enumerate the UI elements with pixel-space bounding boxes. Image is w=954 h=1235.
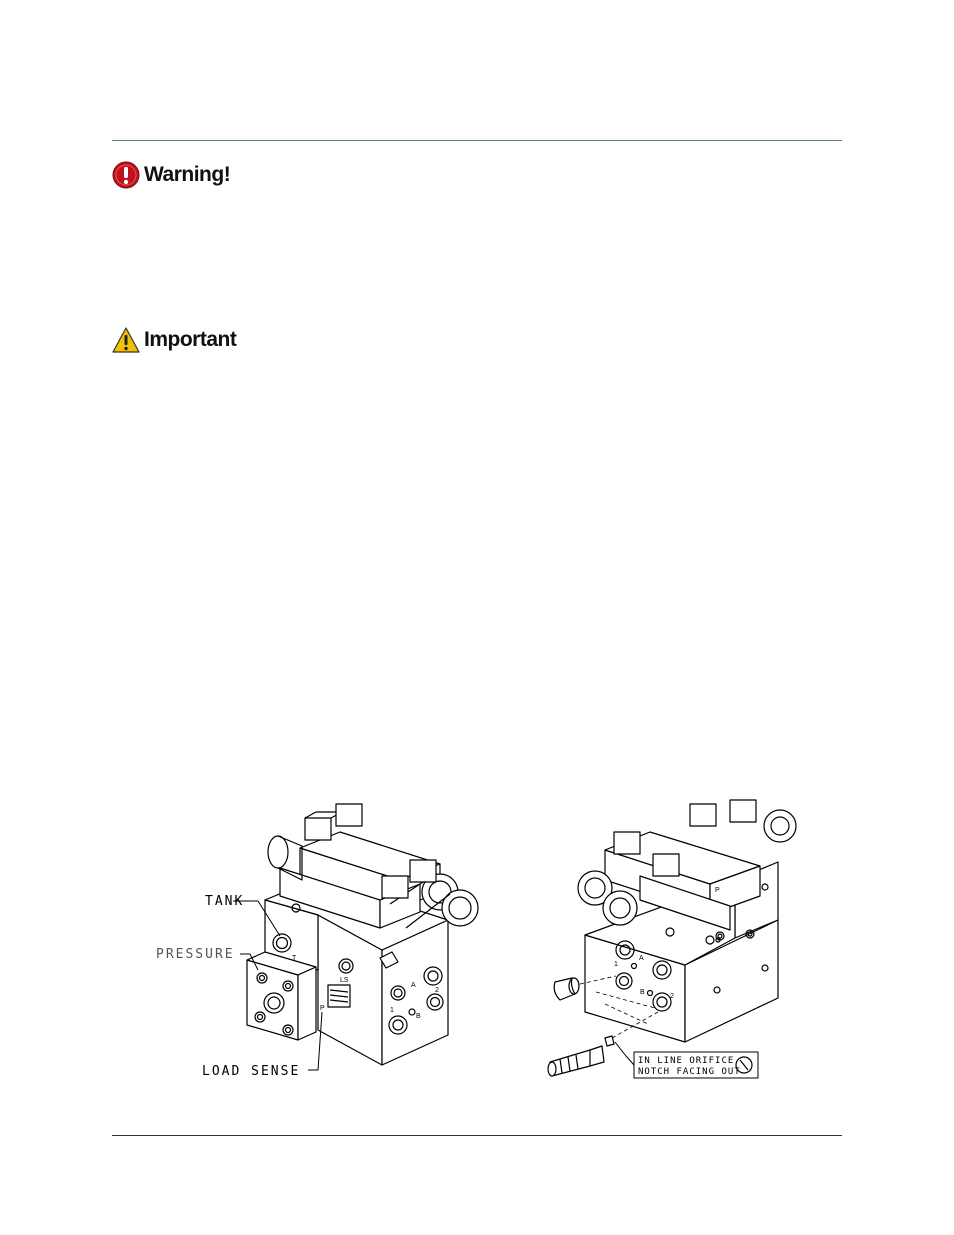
- port-label-2-left: 2: [435, 987, 439, 994]
- right-manifold-drawing: [548, 800, 796, 1076]
- port-label-a-left: A: [411, 982, 416, 989]
- port-label-b-left: B: [416, 1013, 421, 1020]
- warning-triangle-icon: [112, 327, 140, 353]
- callout-orifice-line1: IN LINE ORIFICE: [638, 1056, 735, 1066]
- port-label-a-right: A: [639, 955, 644, 962]
- port-label-b-right: B: [640, 989, 645, 996]
- warning-notice: [112, 161, 230, 189]
- header-rule: [112, 140, 842, 141]
- port-label-1-right: 1: [614, 961, 618, 968]
- valve-manifold-figure: [150, 780, 810, 1090]
- exclamation-circle-icon: [112, 161, 140, 189]
- callout-pressure: PRESSURE: [156, 947, 235, 962]
- left-manifold-drawing: [247, 804, 478, 1065]
- callout-load-sense: LOAD SENSE: [202, 1064, 301, 1079]
- important-label: Important: [144, 328, 237, 351]
- warning-label: Warning!: [144, 163, 231, 186]
- valve-drawing: [150, 780, 810, 1090]
- port-label-t: T: [292, 955, 297, 962]
- footer-rule: [112, 1135, 842, 1136]
- port-label-ls: LS: [340, 977, 349, 984]
- port-label-p-left: P: [320, 1005, 325, 1012]
- important-notice: [112, 327, 236, 353]
- callout-tank: TANK: [205, 894, 245, 909]
- callout-orifice-line2: NOTCH FACING OUT: [638, 1067, 741, 1077]
- port-label-2-right: 2: [670, 993, 674, 1000]
- port-label-1-left: 1: [390, 1007, 394, 1014]
- port-label-p-right: P: [715, 887, 720, 894]
